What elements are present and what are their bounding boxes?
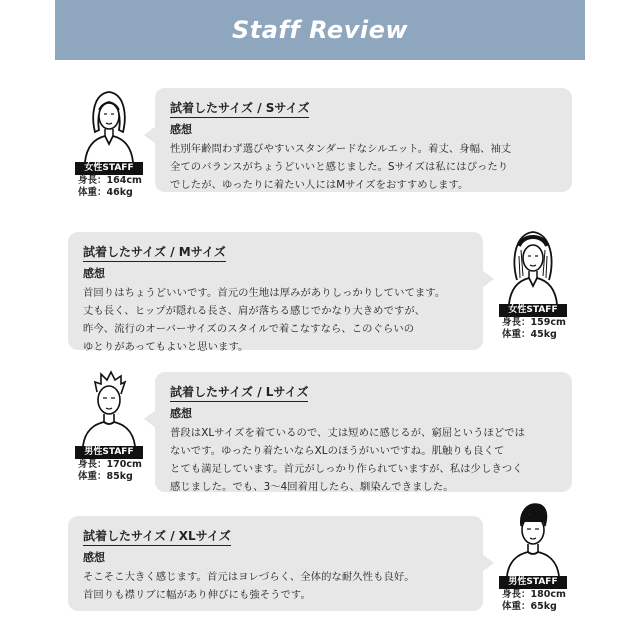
staff-profile bbox=[496, 500, 570, 613]
review-line: 性別年齢問わず選びやすいスタンダードなシルエット。着丈、身幅、袖丈 bbox=[170, 143, 512, 155]
staff-height: 身長：170cm bbox=[78, 459, 142, 470]
review-line: 全てのバランスがちょうどいいと感じました。Sサイズは私にはぴったり bbox=[170, 161, 509, 173]
staff-badge: 女性STAFF bbox=[75, 162, 143, 175]
review-xl-size bbox=[0, 500, 640, 620]
review-line: 首回りも襟リブに幅があり伸びにも強そうです。 bbox=[83, 589, 311, 601]
review-line: 感じました。でも、3〜4回着用したら、馴染んできました。 bbox=[170, 481, 454, 493]
review-text bbox=[170, 140, 558, 194]
staff-height: 身長：164cm bbox=[78, 175, 142, 186]
page-header bbox=[55, 0, 585, 60]
review-line: 普段はXLサイズを着ているので、丈は短めに感じるが、窮屈というほどでは bbox=[170, 427, 526, 439]
staff-weight: 体重：65kg bbox=[502, 601, 557, 612]
staff-badge: 男性STAFF bbox=[499, 576, 567, 589]
tried-size-title: 試着したサイズ / Mサイズ bbox=[83, 245, 226, 262]
review-line: 丈も長く、ヒップが隠れる長さ、肩が落ちる感じでかなり大きめですが、 bbox=[83, 305, 426, 317]
impression-label: 感想 bbox=[83, 267, 105, 280]
staff-weight: 体重：46kg bbox=[78, 187, 133, 198]
staff-badge: 男性STAFF bbox=[75, 446, 143, 459]
review-line: とても満足しています。首元がしっかり作られていますが、私は少しきつく bbox=[170, 463, 523, 475]
staff-profile bbox=[496, 226, 570, 341]
review-m-size bbox=[0, 226, 640, 353]
review-s-size bbox=[0, 86, 640, 206]
man-short-hair-icon bbox=[501, 500, 565, 576]
review-text bbox=[170, 424, 558, 496]
bubble-tail bbox=[144, 410, 156, 428]
tried-size-title: 試着したサイズ / Lサイズ bbox=[170, 385, 308, 402]
woman-long-hair-icon bbox=[77, 86, 141, 162]
bubble-tail bbox=[482, 270, 494, 288]
tried-size-title: 試着したサイズ / XLサイズ bbox=[83, 529, 231, 546]
staff-weight: 体重：45kg bbox=[502, 329, 557, 340]
review-l-size bbox=[0, 368, 640, 493]
review-bubble bbox=[155, 88, 572, 192]
impression-label: 感想 bbox=[170, 407, 192, 420]
staff-weight: 体重：85kg bbox=[78, 471, 133, 482]
impression-label: 感想 bbox=[170, 123, 192, 136]
bubble-tail bbox=[144, 126, 156, 144]
review-text bbox=[83, 568, 469, 604]
review-line: 昨今、流行のオーバーサイズのスタイルで着こなすなら、このぐらいの bbox=[83, 323, 415, 335]
review-line: 首回りはちょうどいいです。首元の生地は厚みがありしっかりしていてます。 bbox=[83, 287, 446, 299]
review-text bbox=[83, 284, 469, 356]
staff-height: 身長：159cm bbox=[502, 317, 566, 328]
man-spiky-hair-icon bbox=[77, 368, 141, 446]
staff-height: 身長：180cm bbox=[502, 589, 566, 600]
review-bubble bbox=[68, 516, 483, 611]
review-line: そこそこ大きく感じます。首元はヨレづらく、全体的な耐久性も良好。 bbox=[83, 571, 415, 583]
review-line: ないです。ゆったり着たいならXLのほうがいいですね。肌触りも良くて bbox=[170, 445, 505, 457]
staff-profile bbox=[72, 86, 146, 199]
review-line: ゆとりがあってもよいと思います。 bbox=[83, 341, 249, 353]
bubble-tail bbox=[482, 554, 494, 572]
review-line: でしたが、ゆったりに着たい人にはMサイズをおすすめします。 bbox=[170, 179, 469, 191]
review-bubble bbox=[155, 372, 572, 492]
review-bubble bbox=[68, 232, 483, 353]
staff-badge: 女性STAFF bbox=[499, 304, 567, 317]
impression-label: 感想 bbox=[83, 551, 105, 564]
staff-profile bbox=[72, 368, 146, 483]
woman-headband-icon bbox=[501, 226, 565, 304]
tried-size-title: 試着したサイズ / Sサイズ bbox=[170, 101, 309, 118]
page-title: Staff Review bbox=[231, 16, 409, 44]
